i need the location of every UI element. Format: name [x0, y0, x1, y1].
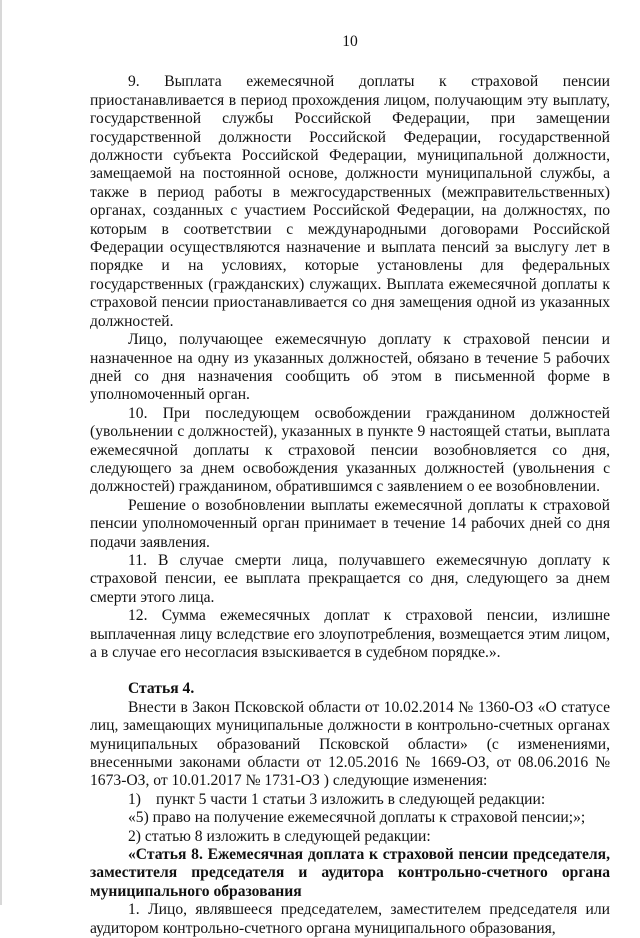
document-page — [90, 33, 610, 938]
article-4-intro: Внести в Закон Псковской области от 10.02.2014 № 1360-ОЗ «О статусе лиц, замещающих муниципальные должности в контрольно-счетных органах муниципальных образований Псковской области» (с изменениями, внесенными законами области от 12.05.2016 № 1669-ОЗ, от 08.06.2016 № 1673-ОЗ, от 10.01.2017 № 1731-ОЗ ) следующие изменения: — [90, 698, 610, 790]
new-article-8-title: «Статья 8. Ежемесячная доплата к страховой пенсии председателя, заместителя председателя и аудитора контрольно-счетного органа муниципального образования — [90, 846, 610, 900]
paragraph-item-10-decision: Решение о возобновлении выплаты ежемесячной доплаты к страховой пенсии уполномоченный орган принимает в течение 14 рабочих дней со дня подачи заявления. — [90, 496, 610, 551]
amendment-item-1-quote: «5) право на получение ежемесячной доплаты к страховой пенсии;»; — [128, 809, 586, 827]
amendment-item-1 — [90, 791, 610, 809]
paragraph-item-9-notice: Лицо, получающее ежемесячную доплату к страховой пенсии и назначенное на одну из указанных должностей, обязано в течение 5 рабочих дней со дня назначения сообщить об этом в письменной форме в уполномоченный орган. — [90, 331, 610, 404]
page-number: 10 — [342, 33, 358, 50]
amendment-item-1-text: пункт 5 части 1 статьи 3 изложить в следующей редакции: — [156, 790, 546, 808]
paragraph-item-10: 10. При последующем освобождении гражданином должностей (увольнении с должностей), указанных в пункте 9 настоящей статьи, выплата ежемесячной доплаты к страховой пенсии возобновляется со дня, следующего за днем освобождения указанных должностей (увольнения с должностей) гражданином, обратившимся с заявлением о ее возобновлении. — [90, 404, 610, 496]
amendment-item-2: 2) статью 8 изложить в следующей редакции: — [128, 827, 431, 845]
paragraph-item-9: 9. Выплата ежемесячной доплаты к страховой пенсии приостанавливается в период прохождения лицом, получающим эту выплату, государственной службы Российской Федерации, при замещении государственной должности Российской Федерации, государственной должности субъекта Российской Федерации, муниципальной должности, замещаемой на постоянной основе, должности муниципальной службы, а также в период работы в межгосударственных (межправительственных) органах, созданных с участием Российской Федерации, на должностях, по которым в соответствии с международными договорами Российской Федерации осуществляются назначение и выплата пенсий за выслугу лет в порядке и на условиях, которые установлены для федеральных государственных (гражданских) служащих. Выплата ежемесячной доплаты к страховой пенсии приостанавливается со дня замещения одной из указанных должностей. — [90, 73, 610, 330]
paragraph-item-11: 11. В случае смерти лица, получавшего ежемесячную доплату к страховой пенсии, ее выплата прекращается со дня, следующего за днем смерти этого лица. — [90, 551, 610, 606]
paragraph-item-12: 12. Сумма ежемесячных доплат к страховой пенсии, излишне выплаченная лицу вследствие его злоупотребления, возмещается этим лицом, а в случае его несогласия взыскивается в судебном порядке.». — [90, 607, 610, 661]
section-gap — [90, 662, 610, 680]
amendment-item-1-number: 1) — [128, 790, 141, 808]
page-left-edge — [0, 0, 2, 905]
new-article-8-paragraph-1: 1. Лицо, являвшееся председателем, заместителем председателя или аудитором контрольно-счетного органа муниципального образования, — [90, 901, 610, 937]
article-4-heading: Статья 4. — [128, 680, 195, 698]
